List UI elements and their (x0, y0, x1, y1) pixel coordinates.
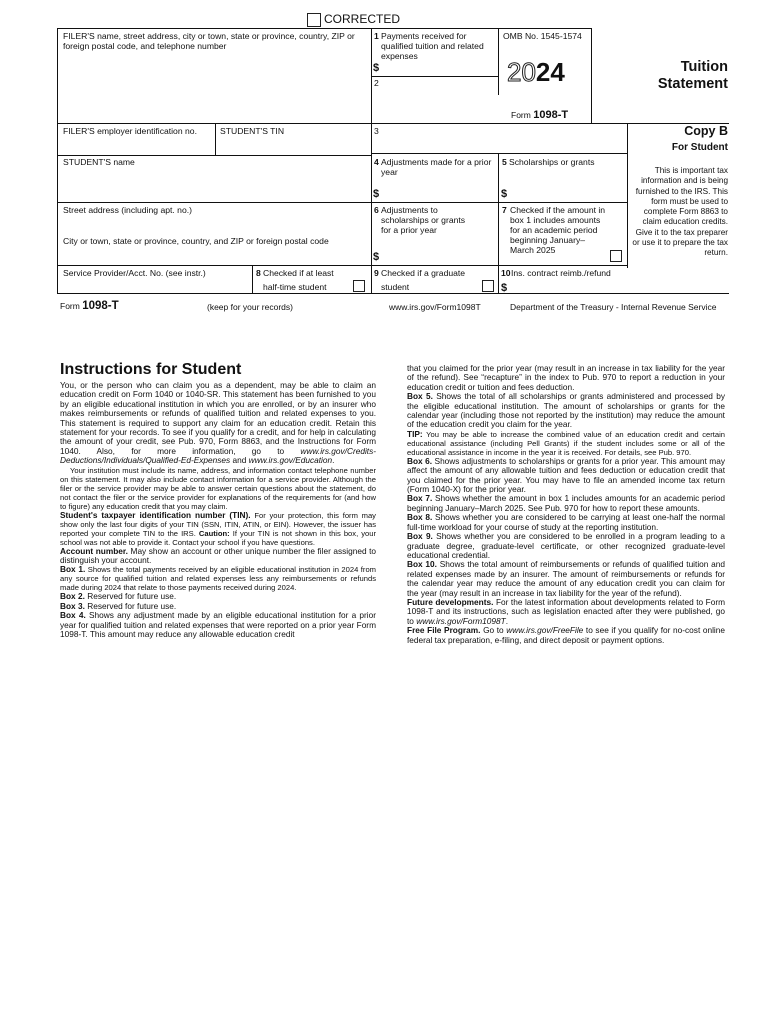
box4-paragraph: Box 4. Shows any adjustment made by an eligible educational institution for a prior year for qualified tuition and related expenses that were reported on a prior year Form 1098-T. This amount may reduce any allowable education credit (60, 610, 376, 640)
box9-paragraph: Box 9. Shows whether you are considered to be enrolled in a program leading to a graduate degree, graduate-level certificate, or other recognized graduate-level educational credential. (407, 531, 725, 560)
box5-number: 5 (502, 157, 507, 167)
copy-b-notice: This is important tax information and is being furnished to the IRS. This form must be used to complete Form 8863 to claim education credits. Give it to the tax preparer or use it to prepare the tax return. (632, 166, 728, 258)
instructions-title: Instructions for Student (60, 361, 242, 378)
box8-paragraph: Box 8. Shows whether you are considered to be carrying at least one-half the normal full-time workload for your course of study at the reporting institution. (407, 512, 725, 532)
box4-number: 4 (374, 157, 379, 167)
free-file-paragraph: Free File Program. Go to www.irs.gov/FreeFile to see if you qualify for no-cost online federal tax preparation, e-filing, and direct deposit or payment options. (407, 625, 725, 645)
service-provider-label: Service Provider/Acct. No. (see instr.) (63, 268, 206, 278)
box3-number: 3 (374, 126, 379, 136)
box6-dollar: $ (373, 251, 380, 263)
tax-year (507, 58, 565, 86)
freefile-url[interactable]: www.irs.gov/FreeFile (506, 625, 584, 636)
box5-dollar: $ (501, 188, 508, 200)
box3-paragraph: Box 3. Reserved for future use. (60, 600, 177, 611)
box6-label: Adjustments to scholarships or grants for a prior year (381, 205, 466, 235)
footer-form-word: Form (60, 301, 80, 311)
box8-number: 8 (256, 268, 261, 278)
box10-label: Ins. contract reimb./refund (511, 268, 611, 278)
box7-paragraph: Box 7. Shows whether the amount in box 1 includes amounts for an academic period beginning January–March 2025. See Pub. 970 for how to report these amounts. (407, 493, 725, 513)
box6-number: 6 (374, 205, 379, 215)
box2-number: 2 (374, 78, 379, 88)
copy-b-heading: Copy B (684, 124, 728, 138)
for-student-heading: For Student (671, 142, 728, 153)
box8-label-2: half-time student (263, 282, 327, 292)
box5-paragraph: Box 5. Shows the total of all scholarships or grants administered and processed by the eligible educational institution. The amount of scholarships or grants for the calendar year (including those not reported by the institution) may reduce the amount of the education credit you claim for the year. (407, 391, 726, 430)
box1-number: 1 (374, 31, 379, 41)
box1-label: Payments received for qualified tuition and related expenses (381, 31, 484, 61)
box8-label: Checked if at least (263, 268, 334, 278)
box7-checkbox[interactable] (610, 250, 622, 262)
city-label: City or town, state or province, country, and ZIP or foreign postal code (63, 236, 329, 246)
qualified-ed-url[interactable]: www.irs.gov/Credits-Deductions/Individuals/Qualified-Ed-Expenses (60, 445, 376, 466)
box9-checkbox[interactable] (482, 280, 494, 292)
box4-dollar: $ (373, 188, 380, 200)
box10-paragraph: Box 10. Shows the total amount of reimbursements or refunds of qualified tuition and related expenses made by an insurer. The amount of reimbursements or refunds for the calendar year may reduce the amount of any education credit you can claim for the year (may result in an increase in tax liability for the year of the refund). (407, 559, 725, 598)
instructions-left-column (60, 381, 376, 640)
box5-label: Scholarships or grants (509, 157, 595, 167)
form-word: Form (511, 110, 531, 120)
corrected-checkbox[interactable] (307, 13, 321, 27)
box1-dollar: $ (373, 62, 380, 74)
box7-number: 7 (502, 205, 507, 215)
education-url[interactable]: www.irs.gov/Education (248, 455, 333, 466)
footer-department: Department of the Treasury - Internal Revenue Service (510, 302, 717, 312)
street-address-label: Street address (including apt. no.) (63, 205, 192, 215)
box4-label: Adjustments made for a prior year (381, 157, 492, 177)
filer-ein-label: FILER'S employer identification no. (63, 126, 197, 136)
form1098t-url[interactable]: www.irs.gov/Form1098T (416, 615, 506, 626)
footer-url[interactable]: www.irs.gov/Form1098T (389, 302, 481, 312)
intro-paragraph: You, or the person who can claim you as a dependent, may be able to claim an education credit on Form 1040 or 1040-SR. This statement has been furnished to you by an eligible educational institution in which you are enrolled, or by an insurer who makes reimbursements or refunds of qualified tuition and related expenses to you. This statement is required to support any claim for an education credit. Retain this statement for your records. To see if you qualify for a credit, and for help in calculating the amount of your credit, see Pub. 970, Form 8863, and the Instructions for Form 1040. Also, for more information, go to www.irs.gov/Credits-Deductions/Individuals/Qualified-Ed-Expenses and www.irs.gov/Education. (60, 380, 376, 466)
student-tin-label: STUDENT'S TIN (220, 126, 285, 136)
title-line2: Statement (657, 76, 728, 92)
student-name-label: STUDENT'S name (63, 157, 135, 167)
box8-checkbox[interactable] (353, 280, 365, 292)
tin-paragraph: Student's taxpayer identification number (TIN). For your protection, this form may show only the last four digits of your TIN (SSN, ITIN, ATIN, or EIN). However, the issuer has reported your complete TIN to the IRS. Caution: If your TIN is not shown in this box, your school was not able to provide it. Contact your school if you have questions. (60, 509, 376, 547)
form-title (597, 59, 728, 93)
form-name: 1098-T (533, 109, 569, 121)
box1-paragraph: Box 1. Shows the total payments received by an eligible educational institution in 2024 from any source for qualified tuition and related expenses less any reimbursements or refunds made during 2024 that relate to those payments received during 2024. (60, 564, 376, 593)
instructions-right-column (407, 364, 725, 645)
box2-paragraph: Box 2. Reserved for future use. (60, 591, 177, 602)
tax-year-suffix: 24 (535, 57, 565, 87)
footer-form-number: 1098-T (82, 300, 119, 312)
box9-label: Checked if a graduate (381, 268, 466, 278)
footer-keep: (keep for your records) (207, 302, 293, 312)
institution-paragraph: Your institution must include its name, address, and information contact telephone number on this statement. It may also include contact information for a service provider. Although the filer or the service provider may be able to answer certain questions about the statement, do not contact the filer or the service provider for explanations of the requirements for (and how to figure) any education credit that you may claim. (60, 465, 376, 511)
form-number-label (511, 109, 568, 121)
future-developments-paragraph: Future developments. For the latest information about developments related to Form 1098-T and its instructions, such as legislation enacted after they were published, go to www.irs.gov/Form1098T. (407, 596, 725, 626)
footer-form-name (60, 300, 119, 312)
tax-year-prefix: 20 (507, 57, 536, 87)
filer-name-label: FILER'S name, street address, city or town, state or province, country, ZIP or foreign postal code, and telephone number (63, 31, 355, 51)
form-1098t (57, 28, 729, 298)
omb-number: OMB No. 1545-1574 (503, 31, 582, 41)
box9-label-2: student (381, 282, 410, 292)
title-line1: Tuition (680, 59, 728, 75)
corrected-label: CORRECTED (324, 12, 401, 26)
box10-number: 10 (501, 268, 511, 278)
box6-paragraph: Box 6. Shows adjustments to scholarships or grants for a prior year. This amount may affect the amount of any allowable tuition and fees deduction or education credit that you claimed for the prior year. You may have to file an amended income tax return (Form 1040-X) for the prior year. (407, 455, 725, 495)
account-paragraph: Account number. May show an account or other unique number the filer assigned to distinguish your account. (60, 545, 377, 566)
box7-label: Checked if the amount in box 1 includes amounts for an academic period beginning January– March 2025 (510, 205, 606, 255)
tip-paragraph: TIP: You may be able to increase the combined value of an education credit and certain educational assistance (including Pell Grants) if the student includes some or all of the educational assistance in income in the year it is received. For details, see Pub. 970. (407, 428, 725, 457)
box9-number: 9 (374, 268, 379, 278)
box4-continued: that you claimed for the prior year (may result in an increase in tax liability for the year of the refund). See “recapture” in the index to Pub. 970 to report a reduction in your education credit or tuition and fees deduction. (407, 363, 725, 392)
box10-dollar: $ (501, 282, 508, 294)
